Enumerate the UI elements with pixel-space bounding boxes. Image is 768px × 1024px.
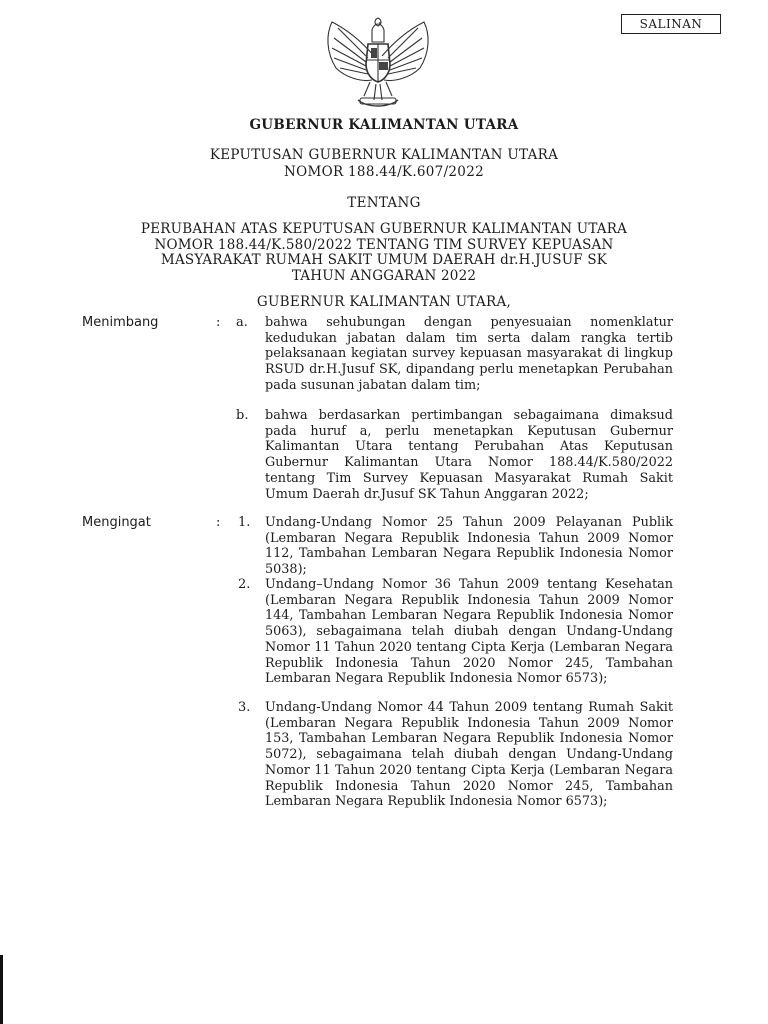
mengingat-label: Mengingat xyxy=(82,515,151,530)
garuda-emblem-icon xyxy=(318,12,438,116)
mengingat-point-2: Undang–Undang Nomor 36 Tahun 2009 tentang Kesehatan (Lembaran Negara Republik Indonesia Tahun 2009 Nomor 144, Tambahan Lembaran Negara Republik Indonesia Nomor 5063), sebagaimana telah diubah dengan Undang-Undang Nomor 11 Tahun 2020 tentang Cipta Kerja (Lembaran Negara Republik Indonesia Tahun 2020 Nomor 245, Tambahan Lembaran Negara Republik Indonesia Nomor 6573); xyxy=(265,577,673,687)
subject-line: NOMOR 188.44/K.580/2022 TENTANG TIM SURVEY KEPUASAN xyxy=(154,236,614,253)
scan-edge-mark xyxy=(0,955,3,1024)
subject-line: PERUBAHAN ATAS KEPUTUSAN GUBERNUR KALIMANTAN UTARA xyxy=(140,221,628,237)
menimbang-marker-a: a. xyxy=(236,315,248,330)
decree-title: KEPUTUSAN GUBERNUR KALIMANTAN UTARA xyxy=(209,147,559,163)
mengingat-marker-1: 1. xyxy=(238,515,251,530)
decree-subject xyxy=(0,222,768,284)
signer-heading: GUBERNUR KALIMANTAN UTARA, xyxy=(256,294,512,310)
mengingat-colon: : xyxy=(216,515,221,530)
menimbang-point-a: bahwa sehubungan dengan penyesuaian nomenklatur kedudukan jabatan dalam tim serta dalam rangka tertib pelaksanaan kegiatan survey kepuasan masyarakat di lingkup RSUD dr.H.Jusuf SK, dipandang perlu menetapkan Perubahan pada susunan jabatan dalam tim; xyxy=(265,315,673,393)
mengingat-marker-3: 3. xyxy=(238,700,251,715)
menimbang-colon: : xyxy=(216,315,221,330)
menimbang-point-b: bahwa berdasarkan pertimbangan sebagaimana dimaksud pada huruf a, perlu menetapkan Keputusan Gubernur Kalimantan Utara tentang Perubahan Atas Keputusan Gubernur Kalimantan Utara Nomor 188.44/K.580/2022 tentang Tim Survey Kepuasan Masyarakat Rumah Sakit Umum Daerah dr.Jusuf SK Tahun Anggaran 2022; xyxy=(265,408,673,502)
menimbang-label: Menimbang xyxy=(82,315,159,330)
decree-number: NOMOR 188.44/K.607/2022 xyxy=(284,164,484,180)
subject-line: TAHUN ANGGARAN 2022 xyxy=(291,267,477,284)
subject-line: MASYARAKAT RUMAH SAKIT UMUM DAERAH dr.H.JUSUF SK xyxy=(160,252,608,269)
menimbang-marker-b: b. xyxy=(236,408,249,423)
mengingat-point-3: Undang-Undang Nomor 44 Tahun 2009 tentang Rumah Sakit (Lembaran Negara Republik Indonesia Tahun 2009 Nomor 153, Tambahan Lembaran Negara Republik Indonesia Nomor 5072), sebagaimana telah diubah dengan Undang-Undang Nomor 11 Tahun 2020 tentang Cipta Kerja (Lembaran Negara Republik Indonesia Tahun 2020 Nomor 245, Tambahan Lembaran Negara Republik Indonesia Nomor 6573); xyxy=(265,700,673,810)
governor-heading: GUBERNUR KALIMANTAN UTARA xyxy=(249,117,519,133)
about-heading: TENTANG xyxy=(347,195,421,211)
mengingat-marker-2: 2. xyxy=(238,577,251,592)
salinan-stamp: SALINAN xyxy=(621,14,721,34)
mengingat-point-1: Undang-Undang Nomor 25 Tahun 2009 Pelayanan Publik (Lembaran Negara Republik Indonesia Tahun 2009 Nomor 112, Tambahan Lembaran Negara Republik Indonesia Nomor 5038); xyxy=(265,515,673,578)
